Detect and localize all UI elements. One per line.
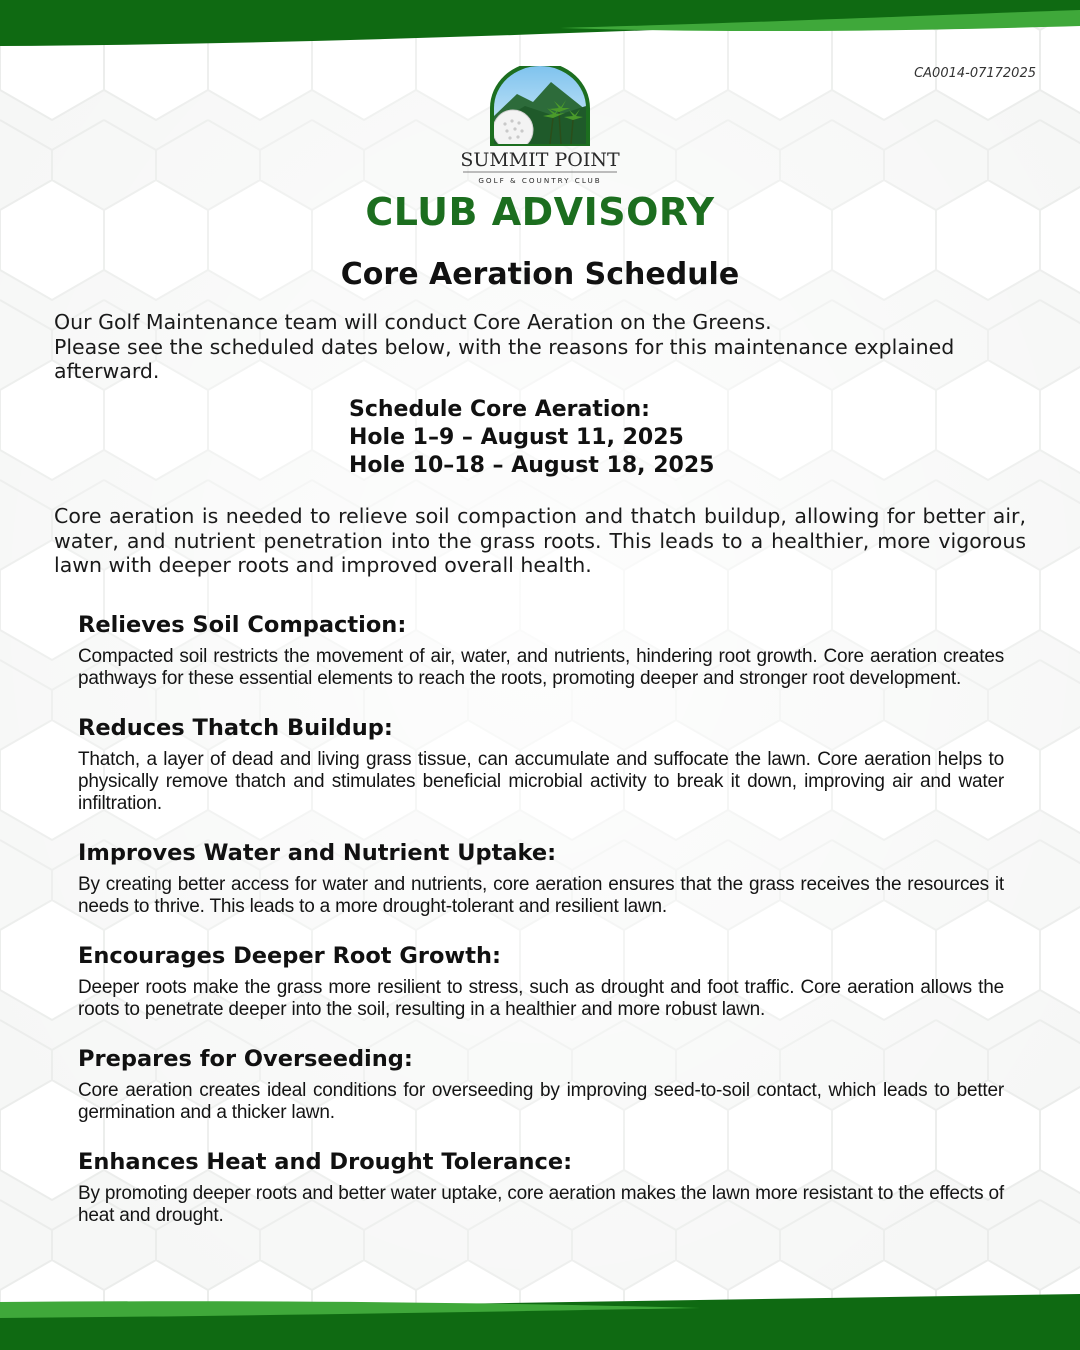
logo-name: SUMMIT POINT [460,149,620,171]
schedule-heading: Schedule Core Aeration: [349,397,650,422]
schedule-item: Hole 10–18 – August 18, 2025 [349,453,715,478]
reason-body: Thatch, a layer of dead and living grass tissue, can accumulate and suffocate the lawn. Core aeration helps to physically remove thatch and stimulates beneficial microbial activity to break it down, improving air and water infiltration. [78,749,1004,814]
reason-item [78,1147,1004,1227]
explanation-paragraph: Core aeration is needed to relieve soil compaction and thatch buildup, allowing for better air, water, and nutrient penetration into the grass roots. This leads to a healthier, more vigorous lawn with deeper roots and improved overall health. [54,504,1026,577]
reason-body: By promoting deeper roots and better water uptake, core aeration makes the lawn more resistant to the effects of heat and drought. [78,1183,1004,1226]
page-subtitle: Core Aeration Schedule [340,257,740,292]
schedule-block [349,396,714,480]
reason-item [78,713,1004,815]
reason-item [78,1044,1004,1124]
reason-item [78,610,1004,690]
reason-title: Relieves Soil Compaction: [78,612,407,638]
advisory-title: CLUB ADVISORY [365,190,715,234]
reasons-list [78,610,1004,1250]
intro-line-2: Please see the scheduled dates below, with the reasons for this maintenance explained afterward. [54,334,955,383]
top-green-band [0,0,1080,60]
reference-code: CA0014-07172025 [914,66,1036,81]
summit-point-logo [455,66,625,188]
reason-body: Deeper roots make the grass more resilient to stress, such as drought and foot traffic. Core aeration allows the roots to penetrate deeper into the soil, resulting in a healthier and more robust lawn. [78,977,1004,1020]
reason-body: Compacted soil restricts the movement of air, water, and nutrients, hindering root growth. Core aeration creates pathways for these essential elements to reach the roots, promoting deeper and stronger root development. [78,646,1004,689]
intro-paragraph [54,310,1026,384]
intro-line-1: Our Golf Maintenance team will conduct Core Aeration on the Greens. [54,310,772,334]
reason-title: Improves Water and Nutrient Uptake: [78,840,557,866]
reason-title: Enhances Heat and Drought Tolerance: [78,1149,573,1175]
schedule-item: Hole 1–9 – August 11, 2025 [349,425,684,450]
reason-title: Prepares for Overseeding: [78,1046,413,1072]
logo-tagline: GOLF & COUNTRY CLUB [478,176,602,185]
reason-body: Core aeration creates ideal conditions for overseeding by improving seed-to-soil contact, which leads to better germination and a thicker lawn. [78,1080,1004,1123]
reason-title: Encourages Deeper Root Growth: [78,943,501,969]
reason-item [78,838,1004,918]
reason-title: Reduces Thatch Buildup: [78,715,393,741]
reason-body: By creating better access for water and nutrients, core aeration ensures that the grass receives the resources it needs to thrive. This leads to a more drought-tolerant and resilient lawn. [78,874,1004,917]
reason-item [78,941,1004,1021]
bottom-green-band [0,1290,1080,1350]
